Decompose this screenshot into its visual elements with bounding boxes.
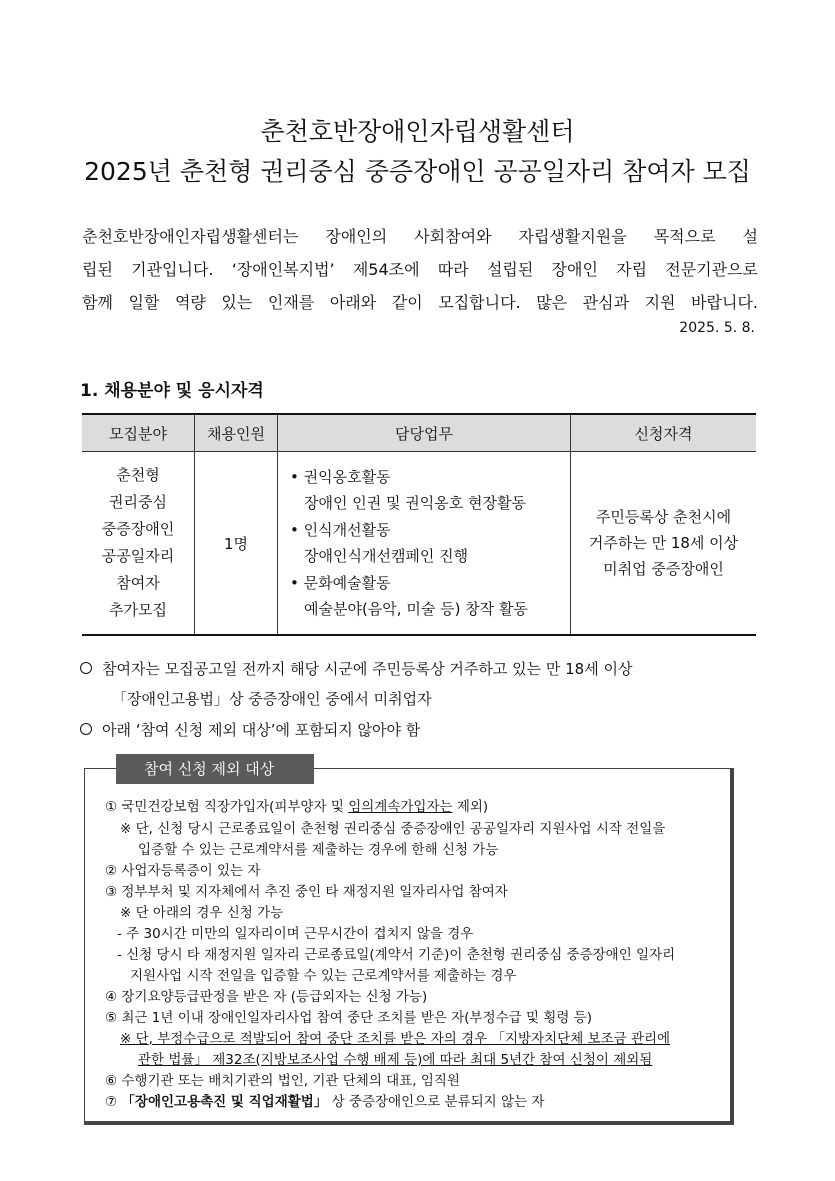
exclusion-note: - 주 30시간 미만의 일자리이며 근무시간이 겹치지 않을 경우 xyxy=(117,926,474,942)
exclusion-item xyxy=(105,1090,544,1110)
column-header-qualification: 신청자격 xyxy=(571,414,757,452)
column-header-duties: 담당업무 xyxy=(278,414,571,452)
exclusion-note: ※ 단, 신청 당시 근로종료일이 춘천형 권리중심 중증장애인 공공일자리 지원사업 시작 전일을 xyxy=(120,821,666,837)
qualification-line: 주민등록상 춘천시에 xyxy=(595,508,732,526)
requirement-bullet xyxy=(80,719,420,740)
exclusion-text: 상 중증장애인으로 분류되지 않는 자 xyxy=(327,1094,545,1110)
requirement-text: 참여자는 모집공고일 전까지 해당 시군에 주민등록상 거주하고 있는 만 18세 이상 xyxy=(102,660,633,678)
exclusion-text: 제외) xyxy=(452,799,489,815)
column-header-count: 채용인원 xyxy=(195,414,278,452)
exclusion-note: 지원사업 시작 전일을 입증할 수 있는 근로계약서를 제출하는 경우 xyxy=(130,968,517,984)
intro-paragraph-line: 립된 기관입니다. ‘장애인복지법’ 제54조에 따라 설립된 장애인 자립 전문기관으로 xyxy=(82,260,758,279)
page-title: 2025년 춘천형 권리중심 중증장애인 공공일자리 참여자 모집 xyxy=(84,157,751,186)
exclusion-item: ⑥ 수행기관 또는 배치기관의 법인, 기관 단체의 대표, 임직원 xyxy=(105,1073,460,1089)
intro-paragraph-line: 춘천호반장애인자립생활센터는 장애인의 사회참여와 자립생활지원을 목적으로 설 xyxy=(82,227,758,246)
requirement-text: 아래 ‘참여 신청 제외 대상’에 포함되지 않아야 함 xyxy=(102,721,421,739)
exclusion-underlined-text: 임의계속가입자는 xyxy=(348,799,453,815)
exclusion-note: 입증할 수 있는 근로계약서를 제출하는 경우에 한해 신청 가능 xyxy=(138,842,499,858)
circle-bullet-icon xyxy=(80,662,92,674)
duty-detail: 장애인 인권 및 권익옹호 현장활동 xyxy=(304,494,526,512)
field-line: 추가모집 xyxy=(109,601,167,619)
exclusion-item: ④ 장기요양등급판정을 받은 자 (등급외자는 신청 가능) xyxy=(105,989,428,1005)
section-heading: 1. 채용분야 및 응시자격 xyxy=(80,381,264,401)
exclusion-box-label: 참여 신청 제외 대상 xyxy=(116,754,314,784)
requirement-bullet xyxy=(80,658,632,679)
qualification-line: 거주하는 만 18세 이상 xyxy=(588,534,739,552)
duty-detail: 장애인식개선캠페인 진행 xyxy=(304,547,469,565)
requirement-continuation: 「장애인고용법」상 중증장애인 중에서 미취업자 xyxy=(112,690,432,708)
exclusion-bold-text: 「장애인고용촉진 및 직업재활법」 xyxy=(121,1094,328,1110)
notice-date: 2025. 5. 8. xyxy=(679,320,755,336)
intro-paragraph-line: 함께 일할 역량 있는 인재를 아래와 같이 모집합니다. 많은 관심과 지원 바랍니다. xyxy=(82,293,758,312)
exclusion-text: ⑦ xyxy=(105,1094,122,1110)
duty-item: • 인식개선활동 xyxy=(290,520,391,539)
duty-item: • 문화예술활동 xyxy=(290,573,391,592)
exclusion-note: ※ 단 아래의 경우 신청 가능 xyxy=(120,905,284,921)
exclusion-item: ⑤ 최근 1년 이내 장애인일자리사업 참여 중단 조치를 받은 자(부정수급 및 횡령 등) xyxy=(105,1010,592,1026)
exclusion-item xyxy=(105,795,488,815)
recruitment-table xyxy=(82,413,756,636)
cell-duties xyxy=(278,452,571,636)
cell-qualification xyxy=(571,452,757,636)
field-line: 춘천형 xyxy=(116,466,160,484)
cell-count: 1명 xyxy=(195,452,278,636)
exclusion-text: ① 국민건강보험 직장가입자(피부양자 및 xyxy=(105,799,349,815)
field-line: 참여자 xyxy=(116,574,160,592)
field-line: 중증장애인 xyxy=(101,520,175,538)
table-row xyxy=(82,452,756,636)
org-title: 춘천호반장애인자립생활센터 xyxy=(260,117,575,146)
column-header-field: 모집분야 xyxy=(82,414,195,452)
exclusion-item: ③ 정부부처 및 지자체에서 추진 중인 타 재정지원 일자리사업 참여자 xyxy=(105,884,508,900)
exclusion-note: - 신청 당시 타 재정지원 일자리 근로종료일(계약서 기준)이 춘천형 권리중심 중증장애인 일자리 xyxy=(117,947,676,963)
circle-bullet-icon xyxy=(80,723,92,735)
field-line: 공공일자리 xyxy=(101,547,175,565)
duty-detail: 예술분야(음악, 미술 등) 창작 활동 xyxy=(304,600,528,618)
exclusion-item: ② 사업자등록증이 있는 자 xyxy=(105,863,261,879)
exclusion-note: ※ 단, 부정수급으로 적발되어 참여 중단 조치를 받은 자의 경우 「지방자치단체 보조금 관리에 xyxy=(120,1031,671,1047)
duty-item: • 권익옹호활동 xyxy=(290,467,391,486)
field-line: 권리중심 xyxy=(109,493,167,511)
qualification-line: 미취업 중증장애인 xyxy=(603,560,724,578)
table-header-row xyxy=(82,414,756,452)
exclusion-note: 관한 법률」 제32조(지방보조사업 수행 배제 등)에 따라 최대 5년간 참여 신청이 제외됨 xyxy=(138,1052,653,1068)
cell-field xyxy=(82,452,195,636)
